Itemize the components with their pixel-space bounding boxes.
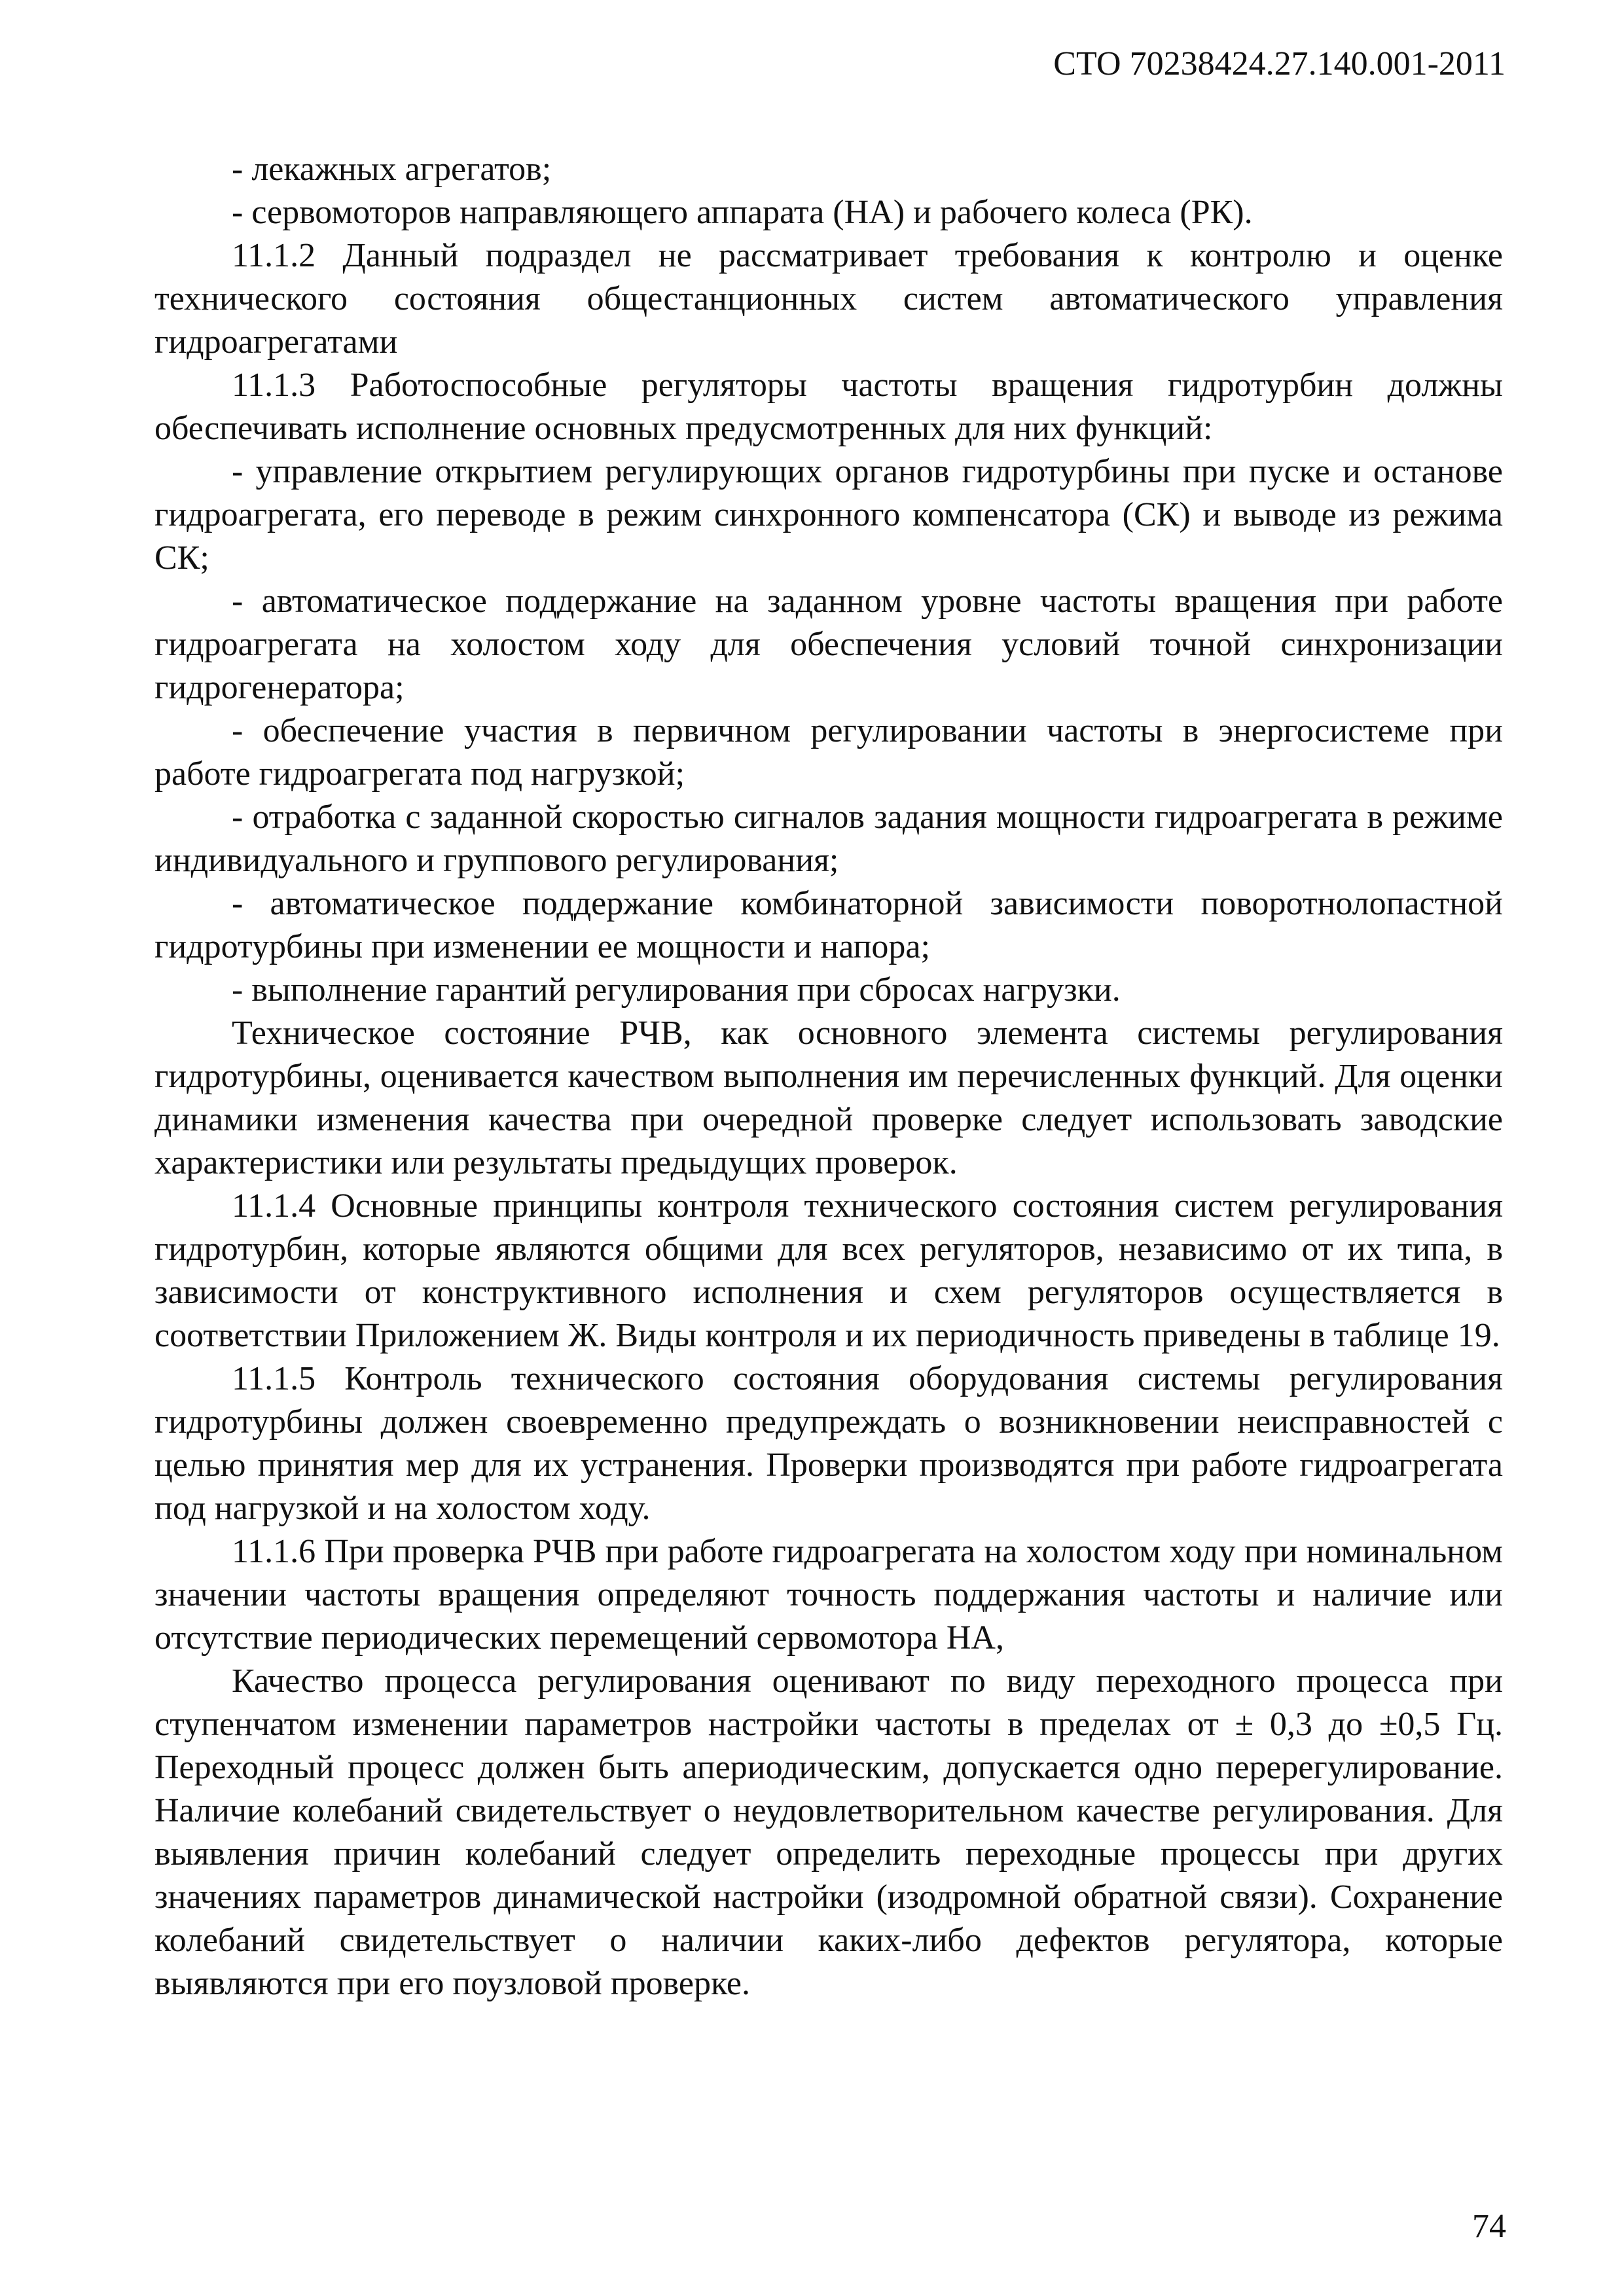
paragraph-bullet-speed-maintenance: - автоматическое поддержание на заданном уровне частоты вращения при работе гидроагрегата на холостом ходу для обеспечения условий точной синхронизации гидрогенератора; bbox=[154, 583, 1503, 706]
document-body bbox=[154, 148, 1503, 2005]
page-number: 74 bbox=[1472, 2208, 1506, 2245]
paragraph-bullet-primary-regulation: - обеспечение участия в первичном регулировании частоты в энергосистеме при работе гидроагрегата под нагрузкой; bbox=[154, 712, 1503, 793]
paragraph-bullet-opening-control: - управление открытием регулирующих органов гидротурбины при пуске и останове гидроагрегата, его переводе в режим синхронного компенсатора (СК) и выводе из режима СК; bbox=[154, 453, 1503, 577]
paragraph-11-1-6: 11.1.6 При проверка РЧВ при работе гидроагрегата на холостом ходу при номинальном значении частоты вращения определяют точность поддержания частоты и наличие или отсутствие периодических перемещений сервомотора НА, bbox=[154, 1533, 1503, 1657]
paragraph-11-1-4: 11.1.4 Основные принципы контроля технического состояния систем регулирования гидротурбин, которые являются общими для всех регуляторов, независимо от их типа, в зависимости от конструктивного исполнения и схем регуляторов осуществляется в соответствии Приложением Ж. Виды контроля и их периодичность приведены в таблице 19. bbox=[154, 1187, 1503, 1354]
paragraph-bullet-load-rejection: - выполнение гарантий регулирования при сбросах нагрузки. bbox=[232, 971, 1121, 1009]
paragraph-bullet-leakage-units: - лекажных агрегатов; bbox=[232, 151, 552, 188]
paragraph-technical-condition: Техническое состояние РЧВ, как основного элемента системы регулирования гидротурбины, оценивается качеством выполнения им перечисленных функций. Для оценки динамики изменения качества при очередной проверке следует использовать заводские характеристики или результаты предыдущих проверок. bbox=[154, 1014, 1503, 1181]
paragraph-11-1-5: 11.1.5 Контроль технического состояния оборудования системы регулирования гидротурбины должен своевременно предупреждать о возникновении неисправностей с целью принятия мер для их устранения. Проверки производятся при работе гидроагрегата под нагрузкой и на холостом ходу. bbox=[154, 1360, 1503, 1527]
paragraph-11-1-3: 11.1.3 Работоспособные регуляторы частоты вращения гидротурбин должны обеспечивать исполнение основных предусмотренных для них функций: bbox=[154, 367, 1503, 447]
paragraph-regulation-quality: Качество процесса регулирования оценивают по виду переходного процесса при ступенчатом изменении параметров настройки частоты в пределах от ± 0,3 до ±0,5 Гц. Переходный процесс должен быть апериодическим, допускается одно перерегулирование. Наличие колебаний свидетельствует о неудовлетворительном качестве регулирования. Для выявления причин колебаний следует определить переходные процессы при других значениях параметров динамической настройки (изодромной обратной связи). Сохранение колебаний свидетельствует о наличии каких-либо дефектов регулятора, которые выявляются при его поузловой проверке. bbox=[154, 1662, 1503, 2002]
document-code-header: СТО 70238424.27.140.001-2011 bbox=[1053, 45, 1506, 82]
paragraph-bullet-power-setpoint: - отработка с заданной скоростью сигналов задания мощности гидроагрегата в режиме индивидуального и группового регулирования; bbox=[154, 798, 1503, 879]
paragraph-11-1-2: 11.1.2 Данный подраздел не рассматривает требования к контролю и оценке технического состояния общестанционных систем автоматического управления гидроагрегатами bbox=[154, 237, 1503, 361]
paragraph-bullet-combinatorial: - автоматическое поддержание комбинаторной зависимости поворотнолопастной гидротурбины при изменении ее мощности и напора; bbox=[154, 885, 1503, 965]
paragraph-bullet-servomotors: - сервомоторов направляющего аппарата (НА) и рабочего колеса (РК). bbox=[232, 194, 1253, 231]
